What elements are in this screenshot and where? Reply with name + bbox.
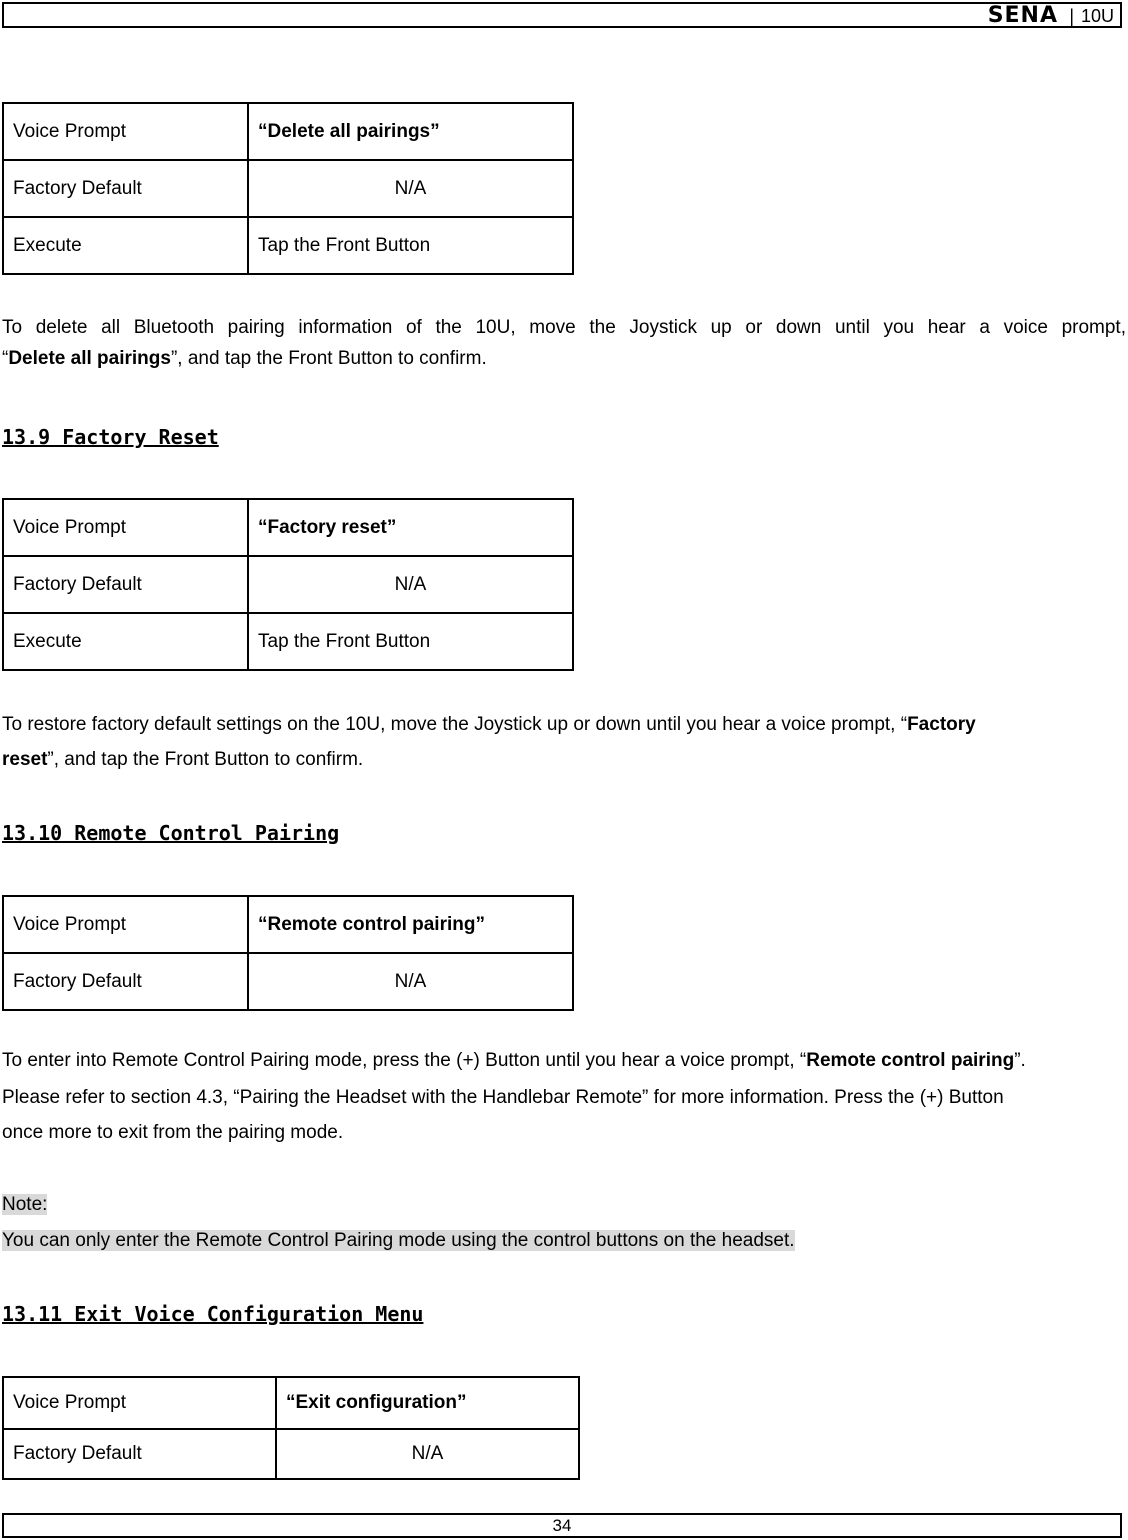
- execute-value: Tap the Front Button: [248, 217, 573, 274]
- factory-default-label: Factory Default: [3, 1429, 276, 1479]
- remote-prompt-bold: Remote control pairing: [806, 1050, 1015, 1071]
- factory-default-value: N/A: [248, 160, 573, 217]
- remote-paragraph-line2: Please refer to section 4.3, “Pairing the Headset with the Handlebar Remote” for more information. Press the (+) Button: [2, 1087, 1004, 1108]
- table-row: [3, 103, 573, 160]
- voice-prompt-value: “Exit configuration”: [276, 1377, 579, 1429]
- factory-reset-table: [2, 498, 574, 671]
- factory-prompt-bold-cont: reset: [2, 749, 48, 770]
- page-header: [2, 2, 1122, 28]
- page-number: 34: [552, 1516, 572, 1535]
- voice-prompt-label: Voice Prompt: [3, 103, 248, 160]
- remote-paragraph-line1: To enter into Remote Control Pairing mode, press the (+) Button until you hear a voice prompt, “Remote control pairing”.: [2, 1050, 1026, 1071]
- section-heading-exit-config: 13.11 Exit Voice Configuration Menu: [2, 1302, 424, 1326]
- execute-label: Execute: [3, 217, 248, 274]
- factory-default-value: N/A: [276, 1429, 579, 1479]
- exit-config-table: [2, 1376, 580, 1480]
- factory-default-label: Factory Default: [3, 556, 248, 613]
- table-row: [3, 1429, 579, 1479]
- header-model: 10U: [1080, 6, 1114, 26]
- remote-pairing-table: [2, 895, 574, 1011]
- note-label: Note:: [2, 1194, 48, 1215]
- voice-prompt-label: Voice Prompt: [3, 1377, 276, 1429]
- table-row: [3, 953, 573, 1010]
- voice-prompt-value: “Delete all pairings”: [248, 103, 573, 160]
- table-row: [3, 1377, 579, 1429]
- factory-default-label: Factory Default: [3, 953, 248, 1010]
- page-footer: [2, 1513, 1122, 1538]
- table-row: [3, 217, 573, 274]
- factory-default-value: N/A: [248, 556, 573, 613]
- voice-prompt-label: Voice Prompt: [3, 499, 248, 556]
- execute-label: Execute: [3, 613, 248, 670]
- delete-pairings-table: [2, 102, 574, 275]
- section-heading-factory-reset: 13.9 Factory Reset: [2, 425, 219, 449]
- remote-paragraph-line3: once more to exit from the pairing mode.: [2, 1122, 344, 1143]
- factory-default-label: Factory Default: [3, 160, 248, 217]
- table-row: [3, 896, 573, 953]
- delete-paragraph-line2: “Delete all pairings”, and tap the Front Button to confirm.: [2, 348, 487, 369]
- voice-prompt-value: “Factory reset”: [248, 499, 573, 556]
- table-row: [3, 499, 573, 556]
- delete-paragraph-line1: To delete all Bluetooth pairing information of the 10U, move the Joystick up or down until you hear a voice prompt,: [2, 317, 1126, 338]
- voice-prompt-value: “Remote control pairing”: [248, 896, 573, 953]
- delete-prompt-bold: Delete all pairings: [8, 348, 171, 369]
- factory-paragraph-line2: reset”, and tap the Front Button to confirm.: [2, 749, 364, 770]
- voice-prompt-label: Voice Prompt: [3, 896, 248, 953]
- header-separator: |: [1069, 6, 1074, 26]
- table-row: [3, 556, 573, 613]
- sena-logo: SENA: [987, 3, 1058, 28]
- factory-default-value: N/A: [248, 953, 573, 1010]
- note-text: You can only enter the Remote Control Pairing mode using the control buttons on the headset.: [2, 1230, 795, 1251]
- factory-paragraph-line1: To restore factory default settings on the 10U, move the Joystick up or down until you hear a voice prompt, “Factory: [2, 714, 976, 735]
- table-row: [3, 160, 573, 217]
- factory-prompt-bold: Factory: [907, 714, 976, 735]
- table-row: [3, 613, 573, 670]
- execute-value: Tap the Front Button: [248, 613, 573, 670]
- section-heading-remote-pairing: 13.10 Remote Control Pairing: [2, 821, 340, 845]
